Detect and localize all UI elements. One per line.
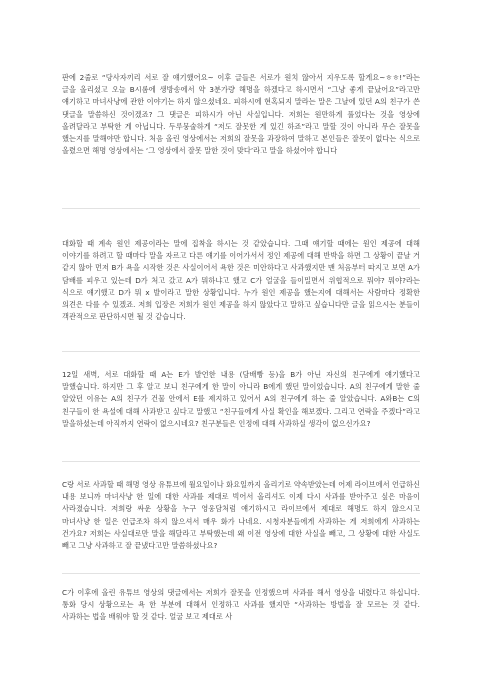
divider: [62, 573, 420, 574]
paragraph-3: 12일 새벽, 서로 대화할 때 A는 E가 발언한 내용 (담배빵 등)을 B가 아닌 자신의 친구에게 얘기했다고 말했습니다. 하지만 그 후 알고 보니 친구에게 한 말이 아니라 B에게 했던 말이었습니다. A의 친구에게 말한 줄 알았던 이유는 A의 친구가 건물 안에서 E를 제지하고 있어서 A의 친구에게 하는 줄 알았습니다. A와B는 C의 친구들이 한 욕설에 대해 사과받고 싶다고 말했고 “친구들에게 사실 확인을 해보겠다. 그리고 연락을 주겠다”라고 말을하셨는데 아직까지 연락이 없으시네요? 친구분들은 인정에 대해 사과하실 생각이 없으신가요?: [62, 370, 420, 428]
divider: [62, 208, 420, 209]
divider: [62, 351, 420, 352]
paragraph-4: C랑 서로 사과할 때 해명 영상 유튜브에 월요일이나 화요일까지 올리기로 약속받았는데 어제 라이브에서 언급하신 내용 보니까 마녀사냥 한 일에 대한 사과를 제대로 빅어서 올리셔도 이제 다시 사과를 받아주고 싶은 마음이 사라졌습니다. 저희랑 싸운 상황을 누구 영웅담처럼 얘기하시고 라이브에서 제대로 해명도 하지 않으시고 마녀사냥 한 일은 언급조차 하지 않으셔서 매우 화가 나네요. 시청자분들에게 사과하는 게 저희에게 사과하는 건가요? 저희는 사실대로만 말을 해달라고 부탁했는데 왜 이전 영상에 대한 사실을 빼고, 그 상황에 대한 사실도 빼고 그냥 사과하고 잘 끝냈다고만 말씀하셨나요?: [62, 480, 420, 551]
divider: [62, 461, 420, 462]
paragraph-5: C가 이후에 올린 유튜브 영상의 댓글에서는 저희가 잘못을 인정했으며 사과를 해서 영상을 내렸다고 하십니다. 통화 당시 상황으로는 욕 한 부분에 대해서 인정하고 사과를 했지만 “사과하는 방법을 잘 모르는 것 같다. 사과하는 법을 배워야 할 것 같다. 얼굴 보고 제대로 사: [62, 588, 420, 622]
paragraph-2: 대화할 때 계속 원인 제공이라는 말에 집착을 하시는 것 같았습니다. 그때 얘기할 때에는 원인 제공에 대해 이야기를 하려고 할 때마다 말을 자르고 다른 얘기를 이어가서서 정인 제공에 대해 반박을 하면 그 상황이 끝날 거 같지 않아 먼저 B가 욕을 시작한 것은 사실이어서 욕한 것은 미안하다고 사과했지만 맨 처음부터 따지고 보면 A가 담배를 피우고 있는데 D가 처고 갔고 A가 뭐하냐고 했고 C가 얼굴을 들이밀면서 위협적으로 뭐야? 뭐야?라는 식으로 얘기했고 D가 뭐 x 발이라고 말한 상황입니다. 누가 원인 제공을 했는지에 대해서는 사람마다 정확한 의견은 다를 수 있겠죠. 저희 입장은 저희가 원인 제공을 하지 않았다고 말하고 싶습니다만 글을 읽으시는 분들이 객관적으로 판단하시면 될 것 같습니다.: [62, 239, 420, 322]
paragraph-1: 판에 2줄로 “당사자끼리 서로 잘 얘기했어요~ 이후 글들은 서로가 원치 않아서 지우도록 할게요~ㅎㅎ!”라는 글을 올리셨고 오늘 B시롬에 생방송에서 약 3분가량 해명을 하겠다고 하시면서 “그냥 좋게 끝났어요”라고만 얘기하고 마녀사냥에 관한 이야기는 하지 않으셨네요. 피하시에 현혹되지 말라는 말은 그날에 있던 A의 친구가 쓴 댓글을 말씀하신 것이겠죠? 그 댓글은 피하시가 아닌 사실입니다. 저희는 원만하게 풀었다는 것을 영상에 올려달라고 부탁한 게 아닙니다. 두루뭉술하게 “저도 잘못한 게 있긴 하죠”라고 말할 것이 아니라 무슨 잘못을 했는지를 말해야만 합니다. 처음 올린 영상에서는 저희의 잘못을 과장하여 말하고 본인들은 잘못이 없다는 식으로 올렸으면 해명 영상에서는 ‘그 영상에서 잘못 말한 것이 맞다’라고 말을 하셨어야 합니다: [62, 73, 420, 156]
